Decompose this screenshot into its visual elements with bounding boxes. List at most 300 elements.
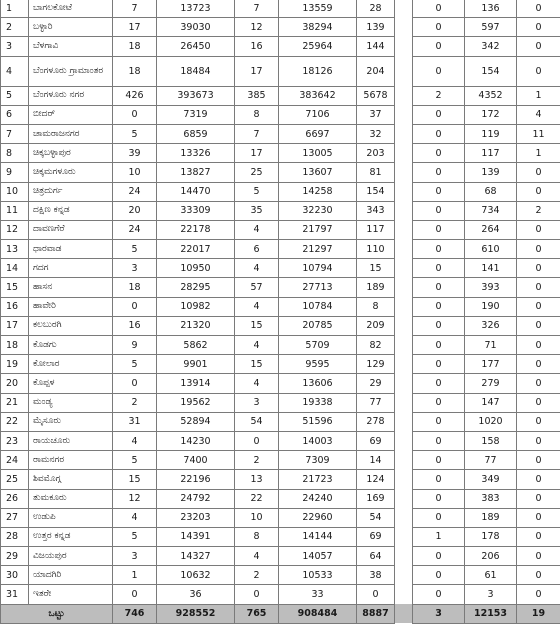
deaths-other-causes-cell: 0: [517, 547, 560, 566]
table-row: [1, 278, 560, 297]
total-cases-cell: 33309: [157, 201, 235, 220]
table-row: [1, 508, 560, 527]
sl-no-cell: 30: [1, 566, 29, 585]
new-cases-cell: 18: [113, 37, 157, 56]
district-name-cell: ಬೀದರ್: [29, 105, 113, 124]
discharged-today-cell: 8: [235, 527, 279, 546]
total-cases-cell: 10950: [157, 259, 235, 278]
district-name-cell: ತುಮಕೂರು: [29, 489, 113, 508]
icu-deaths-today-cell: 0: [413, 412, 465, 431]
spacer-cell: [395, 489, 413, 508]
discharged-today-cell: 6: [235, 240, 279, 259]
total-discharged-cell: 21297: [279, 240, 357, 259]
sl-no-cell: 27: [1, 508, 29, 527]
total-deaths-cell: 383: [465, 489, 517, 508]
total-discharged-cell: 13607: [279, 163, 357, 182]
sl-no-cell: 25: [1, 470, 29, 489]
active-cases-cell: 204: [357, 56, 395, 86]
table-row: [1, 56, 560, 86]
sl-no-cell: 26: [1, 489, 29, 508]
deaths-other-causes-cell: 0: [517, 527, 560, 546]
total-discharged-cell: 24240: [279, 489, 357, 508]
spacer-cell: [395, 182, 413, 201]
table-row: [1, 220, 560, 239]
sl-no-cell: 28: [1, 527, 29, 546]
deaths-other-causes-cell: 0: [517, 355, 560, 374]
active-cases-cell: 32: [357, 124, 395, 143]
total-deaths-cell: 1020: [465, 412, 517, 431]
icu-deaths-today-cell: 0: [413, 489, 465, 508]
active-cases-cell: 129: [357, 355, 395, 374]
total-discharged-cell: 21723: [279, 470, 357, 489]
total-discharged-cell: 27713: [279, 278, 357, 297]
discharged-today-cell: 4: [235, 374, 279, 393]
spacer-cell: [395, 18, 413, 37]
icu-deaths-today-cell: 0: [413, 18, 465, 37]
new-cases-cell: 9: [113, 336, 157, 355]
total-discharged-cell: 21797: [279, 220, 357, 239]
spacer-cell: [395, 585, 413, 604]
new-cases-cell: 31: [113, 412, 157, 431]
total-discharged-cell: 9595: [279, 355, 357, 374]
sl-no-cell: 31: [1, 585, 29, 604]
total-deaths-cell: 177: [465, 355, 517, 374]
spacer-cell: [395, 566, 413, 585]
total-cases-cell: 26450: [157, 37, 235, 56]
total-discharged-cell: 19338: [279, 393, 357, 412]
new-cases-cell: 16: [113, 316, 157, 335]
deaths-other-causes-cell: 0: [517, 508, 560, 527]
deaths-other-causes-cell: 0: [517, 412, 560, 431]
new-cases-cell: 15: [113, 470, 157, 489]
total-cell: 19: [517, 604, 560, 623]
total-label: ಒಟ್ಟು: [1, 604, 113, 623]
district-name-cell: ರಾಯಚೂರು: [29, 431, 113, 450]
total-discharged-cell: 7309: [279, 451, 357, 470]
new-cases-cell: 18: [113, 56, 157, 86]
spacer-cell: [395, 240, 413, 259]
total-discharged-cell: 7106: [279, 105, 357, 124]
new-cases-cell: 0: [113, 297, 157, 316]
total-deaths-cell: 119: [465, 124, 517, 143]
active-cases-cell: 144: [357, 37, 395, 56]
spacer-cell: [395, 297, 413, 316]
total-deaths-cell: 136: [465, 0, 517, 18]
total-discharged-cell: 20785: [279, 316, 357, 335]
spacer-cell: [395, 393, 413, 412]
total-deaths-cell: 178: [465, 527, 517, 546]
discharged-today-cell: 2: [235, 451, 279, 470]
deaths-other-causes-cell: 0: [517, 37, 560, 56]
new-cases-cell: 17: [113, 18, 157, 37]
deaths-other-causes-cell: 0: [517, 336, 560, 355]
active-cases-cell: 37: [357, 105, 395, 124]
total-cases-cell: 19562: [157, 393, 235, 412]
icu-deaths-today-cell: 0: [413, 431, 465, 450]
sl-no-cell: 15: [1, 278, 29, 297]
total-cases-cell: 13914: [157, 374, 235, 393]
district-name-cell: ಬೆಂಗಳೂರು ಗ್ರಾಮಾಂತರ: [29, 56, 113, 86]
total-cases-cell: 22196: [157, 470, 235, 489]
active-cases-cell: 189: [357, 278, 395, 297]
discharged-today-cell: 16: [235, 37, 279, 56]
total-deaths-cell: 264: [465, 220, 517, 239]
total-cases-cell: 39030: [157, 18, 235, 37]
spacer-cell: [395, 470, 413, 489]
total-cell: 12153: [465, 604, 517, 623]
total-cases-cell: 5862: [157, 336, 235, 355]
deaths-other-causes-cell: 0: [517, 585, 560, 604]
total-deaths-cell: 141: [465, 259, 517, 278]
deaths-other-causes-cell: 0: [517, 259, 560, 278]
total-discharged-cell: 13606: [279, 374, 357, 393]
active-cases-cell: 77: [357, 393, 395, 412]
deaths-other-causes-cell: 0: [517, 566, 560, 585]
total-deaths-cell: 3: [465, 585, 517, 604]
discharged-today-cell: 35: [235, 201, 279, 220]
total-cases-cell: 13326: [157, 144, 235, 163]
active-cases-cell: 8: [357, 297, 395, 316]
total-deaths-cell: 190: [465, 297, 517, 316]
discharged-today-cell: 25: [235, 163, 279, 182]
total-deaths-cell: 279: [465, 374, 517, 393]
spacer-cell: [395, 547, 413, 566]
total-deaths-cell: 4352: [465, 86, 517, 105]
sl-no-cell: 10: [1, 182, 29, 201]
district-name-cell: ಚಿಕ್ಕಮಗಳೂರು: [29, 163, 113, 182]
sl-no-cell: 12: [1, 220, 29, 239]
discharged-today-cell: 7: [235, 124, 279, 143]
district-name-cell: ಚಿತ್ರದುರ್ಗ: [29, 182, 113, 201]
total-discharged-cell: 18126: [279, 56, 357, 86]
deaths-other-causes-cell: 0: [517, 297, 560, 316]
table-row: [1, 451, 560, 470]
new-cases-cell: 0: [113, 374, 157, 393]
active-cases-cell: 28: [357, 0, 395, 18]
icu-deaths-today-cell: 0: [413, 240, 465, 259]
new-cases-cell: 0: [113, 585, 157, 604]
total-deaths-cell: 139: [465, 163, 517, 182]
discharged-today-cell: 8: [235, 105, 279, 124]
active-cases-cell: 69: [357, 431, 395, 450]
total-cases-cell: 9901: [157, 355, 235, 374]
discharged-today-cell: 15: [235, 355, 279, 374]
total-cell: 746: [113, 604, 157, 623]
active-cases-cell: 169: [357, 489, 395, 508]
district-name-cell: ಯಾದಗಿರಿ: [29, 566, 113, 585]
spacer-cell: [395, 355, 413, 374]
total-discharged-cell: 14258: [279, 182, 357, 201]
new-cases-cell: 5: [113, 124, 157, 143]
active-cases-cell: 64: [357, 547, 395, 566]
district-name-cell: ಬಳ್ಳಾರಿ: [29, 18, 113, 37]
discharged-today-cell: 385: [235, 86, 279, 105]
total-cell: 908484: [279, 604, 357, 623]
deaths-other-causes-cell: 0: [517, 18, 560, 37]
new-cases-cell: 2: [113, 393, 157, 412]
district-name-cell: ಧಾರವಾಡ: [29, 240, 113, 259]
active-cases-cell: 343: [357, 201, 395, 220]
discharged-today-cell: 0: [235, 431, 279, 450]
total-discharged-cell: 6697: [279, 124, 357, 143]
active-cases-cell: 54: [357, 508, 395, 527]
total-deaths-cell: 349: [465, 470, 517, 489]
total-discharged-cell: 25964: [279, 37, 357, 56]
district-name-cell: ದಕ್ಷಿಣ ಕನ್ನಡ: [29, 201, 113, 220]
spacer-cell: [395, 374, 413, 393]
icu-deaths-today-cell: 0: [413, 144, 465, 163]
total-cases-cell: 22178: [157, 220, 235, 239]
icu-deaths-today-cell: 0: [413, 105, 465, 124]
total-deaths-cell: 154: [465, 56, 517, 86]
active-cases-cell: 5678: [357, 86, 395, 105]
icu-deaths-today-cell: 0: [413, 547, 465, 566]
table-row: [1, 86, 560, 105]
deaths-other-causes-cell: 4: [517, 105, 560, 124]
table-row: [1, 240, 560, 259]
deaths-other-causes-cell: 0: [517, 56, 560, 86]
icu-deaths-today-cell: 0: [413, 451, 465, 470]
total-cases-cell: 10982: [157, 297, 235, 316]
active-cases-cell: 29: [357, 374, 395, 393]
sl-no-cell: 24: [1, 451, 29, 470]
district-name-cell: ಇತರೇ: [29, 585, 113, 604]
new-cases-cell: 426: [113, 86, 157, 105]
icu-deaths-today-cell: 0: [413, 297, 465, 316]
total-cases-cell: 10632: [157, 566, 235, 585]
sl-no-cell: 8: [1, 144, 29, 163]
spacer-cell: [395, 56, 413, 86]
icu-deaths-today-cell: 0: [413, 278, 465, 297]
active-cases-cell: 139: [357, 18, 395, 37]
sl-no-cell: 17: [1, 316, 29, 335]
district-name-cell: ಚಿಕ್ಕಬಳ್ಳಾಪುರ: [29, 144, 113, 163]
total-deaths-cell: 172: [465, 105, 517, 124]
total-cases-cell: 7319: [157, 105, 235, 124]
total-discharged-cell: 22960: [279, 508, 357, 527]
total-cases-cell: 24792: [157, 489, 235, 508]
new-cases-cell: 1: [113, 566, 157, 585]
active-cases-cell: 209: [357, 316, 395, 335]
deaths-other-causes-cell: 11: [517, 124, 560, 143]
new-cases-cell: 0: [113, 105, 157, 124]
table-row: [1, 163, 560, 182]
discharged-today-cell: 12: [235, 18, 279, 37]
district-name-cell: ರಾಮನಗರ: [29, 451, 113, 470]
table-row: [1, 412, 560, 431]
total-discharged-cell: 38294: [279, 18, 357, 37]
spacer-cell: [395, 163, 413, 182]
sl-no-cell: 9: [1, 163, 29, 182]
icu-deaths-today-cell: 0: [413, 0, 465, 18]
icu-deaths-today-cell: 0: [413, 336, 465, 355]
deaths-other-causes-cell: 0: [517, 374, 560, 393]
deaths-other-causes-cell: 0: [517, 182, 560, 201]
district-name-cell: ಕೋಲಾರ: [29, 355, 113, 374]
district-name-cell: ಉತ್ತರ ಕನ್ನಡ: [29, 527, 113, 546]
table-row: [1, 431, 560, 450]
total-deaths-cell: 326: [465, 316, 517, 335]
total-discharged-cell: 33: [279, 585, 357, 604]
total-cases-cell: 22017: [157, 240, 235, 259]
spacer-cell: [395, 259, 413, 278]
icu-deaths-today-cell: 0: [413, 163, 465, 182]
active-cases-cell: 82: [357, 336, 395, 355]
total-discharged-cell: 14144: [279, 527, 357, 546]
spacer-cell: [395, 336, 413, 355]
total-deaths-cell: 61: [465, 566, 517, 585]
active-cases-cell: 0: [357, 585, 395, 604]
table-row: [1, 259, 560, 278]
spacer-cell: [395, 37, 413, 56]
deaths-other-causes-cell: 0: [517, 393, 560, 412]
sl-no-cell: 14: [1, 259, 29, 278]
spacer-cell: [395, 604, 413, 623]
total-deaths-cell: 77: [465, 451, 517, 470]
discharged-today-cell: 4: [235, 547, 279, 566]
sl-no-cell: 5: [1, 86, 29, 105]
new-cases-cell: 4: [113, 431, 157, 450]
district-name-cell: ವಿಜಯಪುರ: [29, 547, 113, 566]
icu-deaths-today-cell: 0: [413, 316, 465, 335]
deaths-other-causes-cell: 0: [517, 431, 560, 450]
total-deaths-cell: 158: [465, 431, 517, 450]
total-deaths-cell: 71: [465, 336, 517, 355]
spacer-cell: [395, 201, 413, 220]
deaths-other-causes-cell: 2: [517, 201, 560, 220]
deaths-other-causes-cell: 0: [517, 470, 560, 489]
district-name-cell: ಬಾಗಲಕೋಟೆ: [29, 0, 113, 18]
active-cases-cell: 110: [357, 240, 395, 259]
deaths-other-causes-cell: 1: [517, 86, 560, 105]
spacer-cell: [395, 451, 413, 470]
total-discharged-cell: 10533: [279, 566, 357, 585]
sl-no-cell: 1: [1, 0, 29, 18]
table-row: [1, 336, 560, 355]
total-cases-cell: 23203: [157, 508, 235, 527]
total-cases-cell: 393673: [157, 86, 235, 105]
total-discharged-cell: 32230: [279, 201, 357, 220]
district-name-cell: ಮೈಸೂರು: [29, 412, 113, 431]
district-name-cell: ಬೆಳಗಾವಿ: [29, 37, 113, 56]
discharged-today-cell: 17: [235, 56, 279, 86]
icu-deaths-today-cell: 1: [413, 527, 465, 546]
total-cell: 8887: [357, 604, 395, 623]
table-row: [1, 585, 560, 604]
total-cell: 3: [413, 604, 465, 623]
sl-no-cell: 3: [1, 37, 29, 56]
total-discharged-cell: 14057: [279, 547, 357, 566]
total-discharged-cell: 51596: [279, 412, 357, 431]
spacer-cell: [395, 105, 413, 124]
sl-no-cell: 6: [1, 105, 29, 124]
new-cases-cell: 24: [113, 182, 157, 201]
total-deaths-cell: 206: [465, 547, 517, 566]
district-name-cell: ಕೊಪ್ಪಳ: [29, 374, 113, 393]
table-row: [1, 182, 560, 201]
new-cases-cell: 7: [113, 0, 157, 18]
total-deaths-cell: 597: [465, 18, 517, 37]
sl-no-cell: 29: [1, 547, 29, 566]
total-deaths-cell: 189: [465, 508, 517, 527]
table-body: [1, 0, 560, 623]
table-row: [1, 124, 560, 143]
district-name-cell: ದಾವಣಗೆರೆ: [29, 220, 113, 239]
spacer-cell: [395, 431, 413, 450]
total-cases-cell: 13723: [157, 0, 235, 18]
table-row: [1, 374, 560, 393]
deaths-other-causes-cell: 0: [517, 278, 560, 297]
new-cases-cell: 24: [113, 220, 157, 239]
sl-no-cell: 19: [1, 355, 29, 374]
new-cases-cell: 5: [113, 355, 157, 374]
active-cases-cell: 278: [357, 412, 395, 431]
icu-deaths-today-cell: 0: [413, 259, 465, 278]
total-cases-cell: 21320: [157, 316, 235, 335]
icu-deaths-today-cell: 0: [413, 393, 465, 412]
table-row: [1, 144, 560, 163]
sl-no-cell: 4: [1, 56, 29, 86]
sl-no-cell: 20: [1, 374, 29, 393]
icu-deaths-today-cell: 0: [413, 585, 465, 604]
new-cases-cell: 5: [113, 527, 157, 546]
total-cell: 928552: [157, 604, 235, 623]
sl-no-cell: 11: [1, 201, 29, 220]
spacer-cell: [395, 0, 413, 18]
total-cases-cell: 14327: [157, 547, 235, 566]
table-row: [1, 527, 560, 546]
active-cases-cell: 38: [357, 566, 395, 585]
total-discharged-cell: 10784: [279, 297, 357, 316]
total-cases-cell: 13827: [157, 163, 235, 182]
spacer-cell: [395, 508, 413, 527]
icu-deaths-today-cell: 0: [413, 56, 465, 86]
table-row: [1, 18, 560, 37]
icu-deaths-today-cell: 0: [413, 124, 465, 143]
district-name-cell: ಬೆಂಗಳೂರು ನಗರ: [29, 86, 113, 105]
district-name-cell: ಮಂಡ್ಯ: [29, 393, 113, 412]
deaths-other-causes-cell: 1: [517, 144, 560, 163]
district-name-cell: ಶಿವಮೊಗ್ಗ: [29, 470, 113, 489]
sl-no-cell: 22: [1, 412, 29, 431]
new-cases-cell: 12: [113, 489, 157, 508]
total-cases-cell: 6859: [157, 124, 235, 143]
icu-deaths-today-cell: 2: [413, 86, 465, 105]
new-cases-cell: 3: [113, 547, 157, 566]
icu-deaths-today-cell: 0: [413, 220, 465, 239]
discharged-today-cell: 10: [235, 508, 279, 527]
district-name-cell: ಉಡುಪಿ: [29, 508, 113, 527]
spacer-cell: [395, 412, 413, 431]
icu-deaths-today-cell: 0: [413, 508, 465, 527]
total-cases-cell: 52894: [157, 412, 235, 431]
total-cases-cell: 14470: [157, 182, 235, 201]
total-discharged-cell: 14003: [279, 431, 357, 450]
active-cases-cell: 81: [357, 163, 395, 182]
new-cases-cell: 3: [113, 259, 157, 278]
spacer-cell: [395, 124, 413, 143]
total-discharged-cell: 10794: [279, 259, 357, 278]
deaths-other-causes-cell: 0: [517, 451, 560, 470]
total-deaths-cell: 610: [465, 240, 517, 259]
total-cell: 765: [235, 604, 279, 623]
table-row: [1, 0, 560, 18]
table-row: [1, 105, 560, 124]
active-cases-cell: 14: [357, 451, 395, 470]
deaths-other-causes-cell: 0: [517, 316, 560, 335]
spacer-cell: [395, 527, 413, 546]
icu-deaths-today-cell: 0: [413, 201, 465, 220]
